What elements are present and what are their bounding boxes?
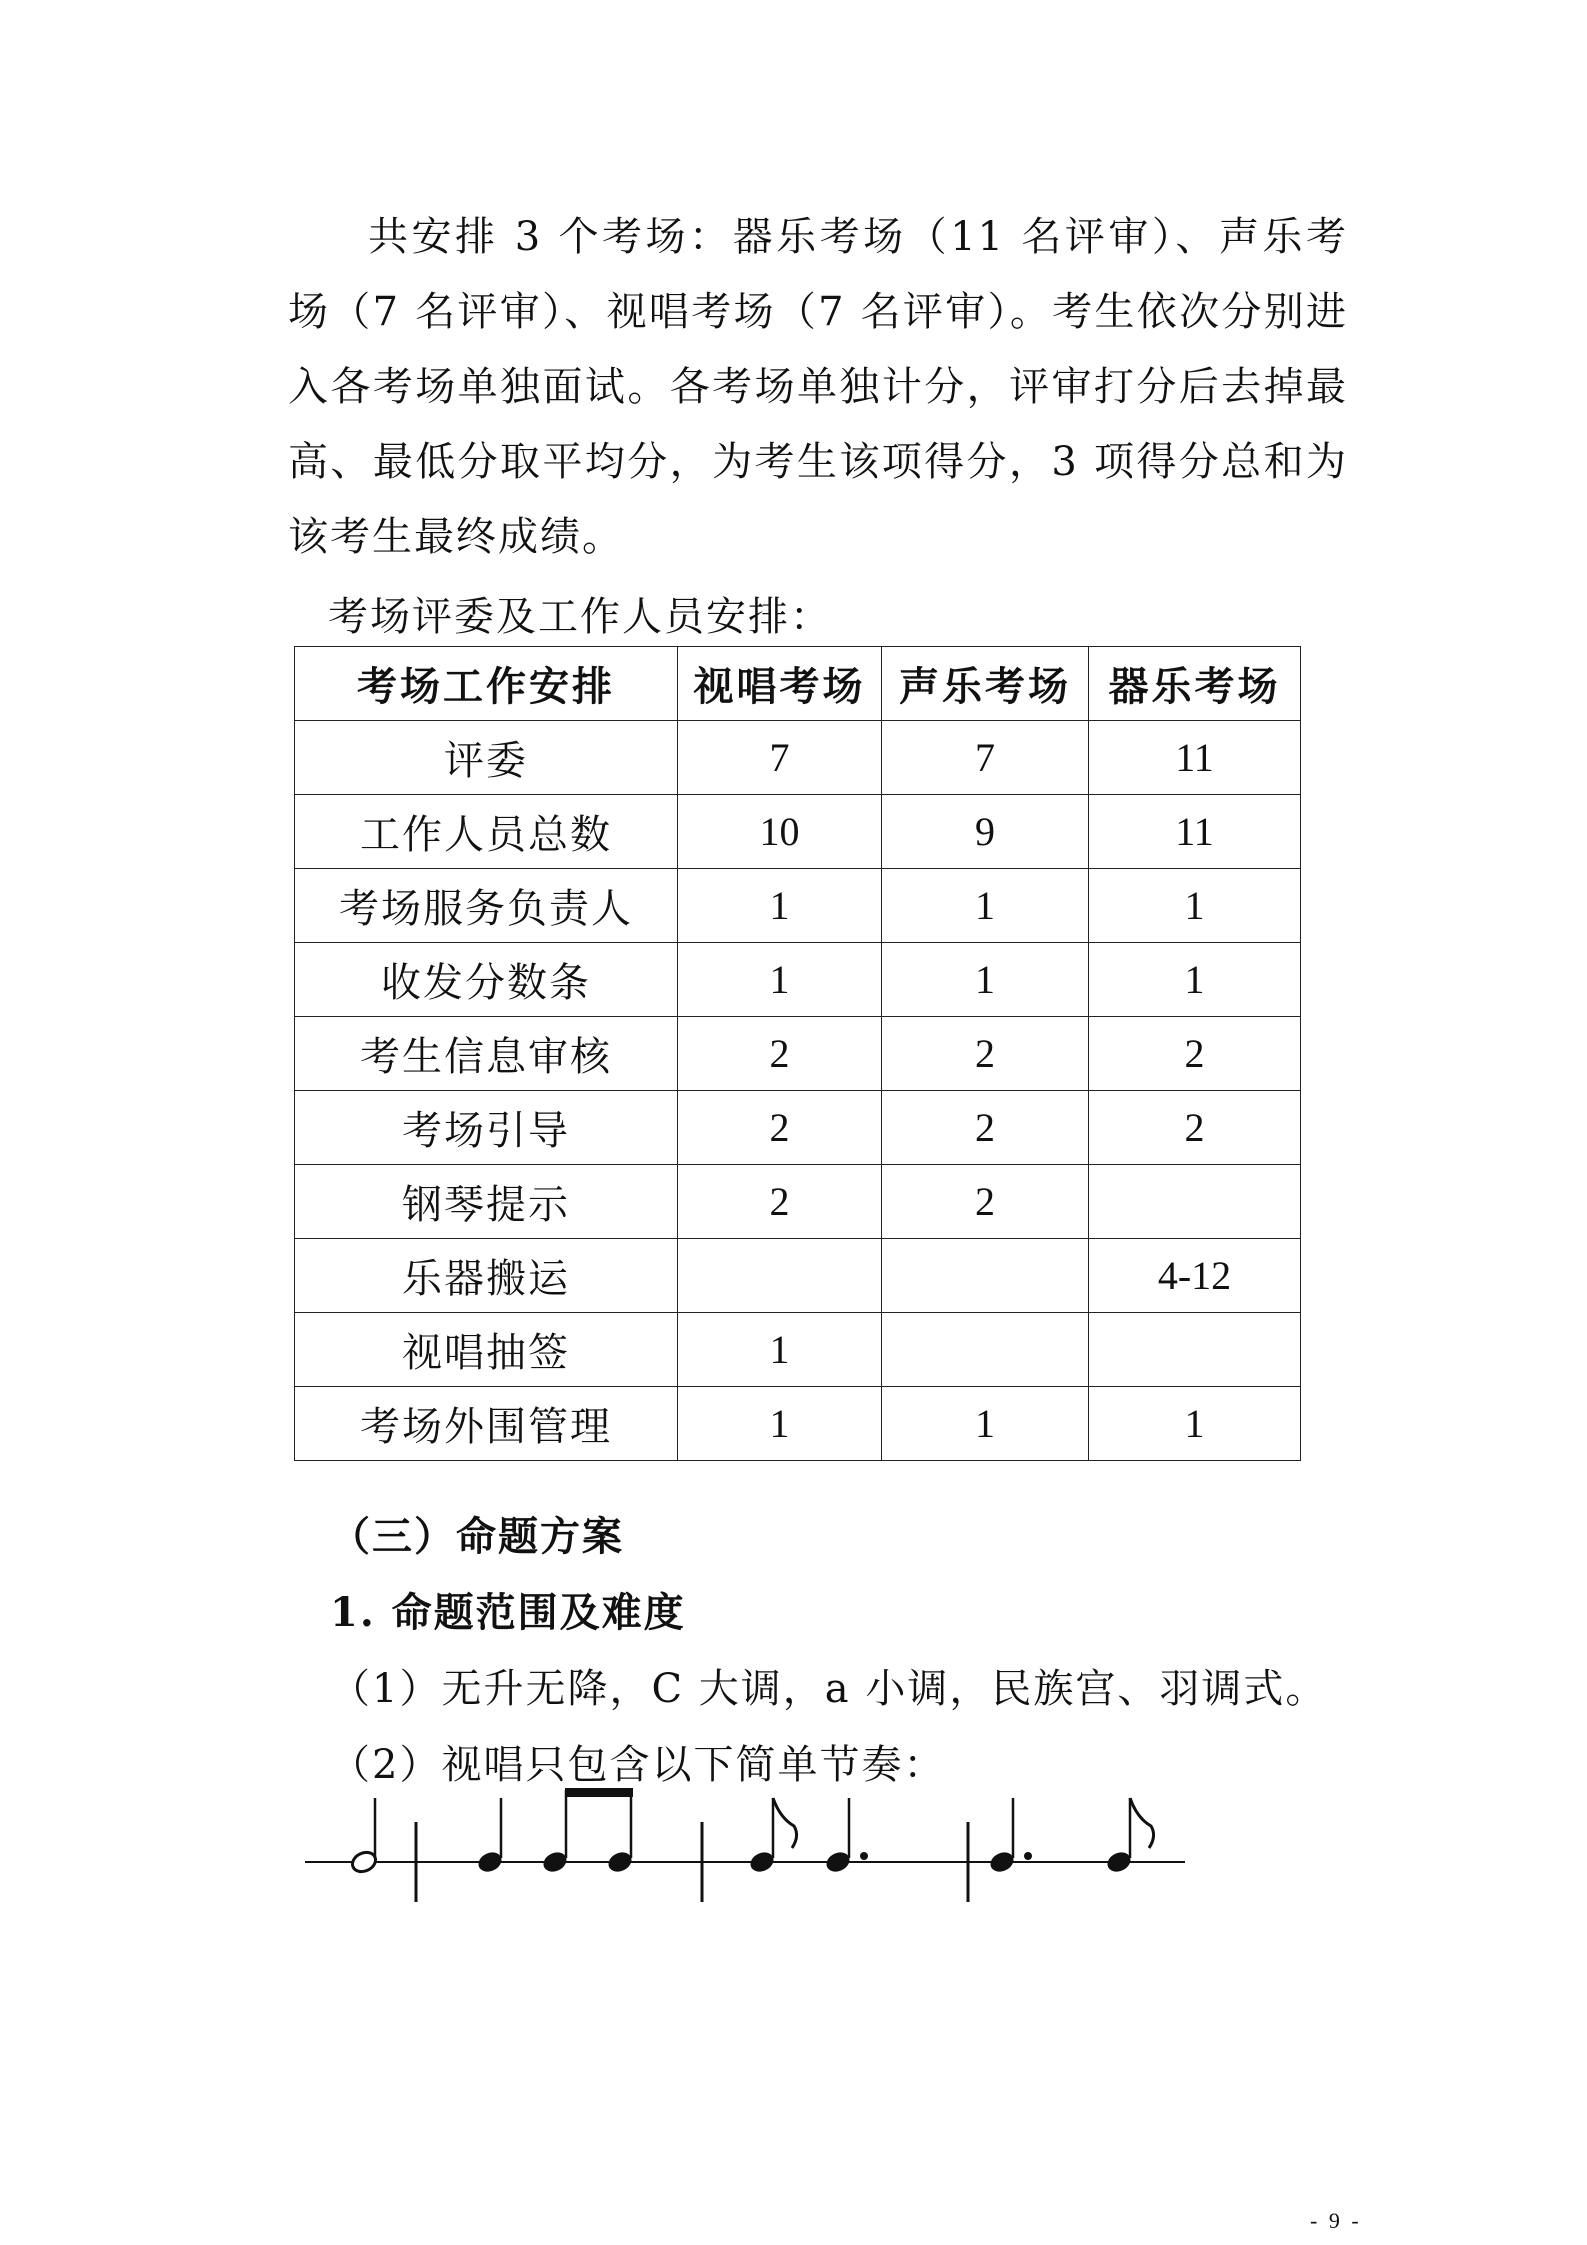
table-cell: 2 xyxy=(882,1165,1089,1239)
quarter-note xyxy=(475,1798,504,1875)
table-cell: 2 xyxy=(1089,1091,1301,1165)
row-label: 乐器搬运 xyxy=(295,1239,678,1313)
table-cell: 10 xyxy=(678,795,882,869)
table-cell: 2 xyxy=(1089,1017,1301,1091)
table-cell: 2 xyxy=(678,1017,882,1091)
table-row xyxy=(295,1165,1301,1239)
table-cell: 1 xyxy=(882,869,1089,943)
table-row xyxy=(295,1091,1301,1165)
dotted-quarter-note xyxy=(823,1798,868,1875)
table-cell: 11 xyxy=(1089,721,1301,795)
sub-heading: 1. 命题范围及难度 xyxy=(330,1589,686,1636)
table-body xyxy=(295,647,1301,1461)
table-cell xyxy=(882,1313,1089,1387)
dotted-quarter-note xyxy=(987,1798,1032,1875)
column-header: 视唱考场 xyxy=(678,647,882,721)
row-label: 视唱抽签 xyxy=(295,1313,678,1387)
table-cell: 7 xyxy=(882,721,1089,795)
table-cell: 2 xyxy=(882,1017,1089,1091)
table-cell: 4-12 xyxy=(1089,1239,1301,1313)
table-row xyxy=(295,1387,1301,1461)
page-number: - 9 - xyxy=(1310,2208,1362,2233)
table-row xyxy=(295,869,1301,943)
table-cell xyxy=(1089,1165,1301,1239)
eighth-note xyxy=(1104,1798,1153,1875)
row-label: 收发分数条 xyxy=(295,943,678,1017)
table-cell: 2 xyxy=(678,1091,882,1165)
eighth-note xyxy=(747,1798,796,1875)
table-cell: 1 xyxy=(882,1387,1089,1461)
table-row xyxy=(295,795,1301,869)
table-row xyxy=(295,1017,1301,1091)
staff-arrangement-table xyxy=(294,646,1301,1461)
table-cell xyxy=(1089,1313,1301,1387)
table-cell: 1 xyxy=(1089,1387,1301,1461)
table-cell: 2 xyxy=(882,1091,1089,1165)
column-header: 器乐考场 xyxy=(1089,647,1301,721)
row-label: 考生信息审核 xyxy=(295,1017,678,1091)
column-header: 考场工作安排 xyxy=(295,647,678,721)
table-caption: 考场评委及工作人员安排： xyxy=(328,594,832,640)
row-label: 钢琴提示 xyxy=(295,1165,678,1239)
table-row xyxy=(295,1313,1301,1387)
rhythm-notation xyxy=(300,1780,1200,1920)
table-cell: 1 xyxy=(678,1387,882,1461)
intro-paragraph: 共安排 3 个考场：器乐考场（11 名评审）、声乐考场（7 名评审）、视唱考场（7 名评审）。考生依次分别进入各考场单独面试。各考场单独计分，评审打分后去掉最高、最低分取平均分，为考生该项得分，3 项得分总和为该考生最终成绩。 xyxy=(288,214,1348,560)
table-cell: 7 xyxy=(678,721,882,795)
row-label: 考场外围管理 xyxy=(295,1387,678,1461)
table-cell xyxy=(678,1239,882,1313)
item-1: （1）无升无降，C 大调，a 小调，民族宫、羽调式。 xyxy=(330,1666,1328,1712)
table-header-row xyxy=(295,647,1301,721)
row-label: 评委 xyxy=(295,721,678,795)
table-cell: 9 xyxy=(882,795,1089,869)
row-label: 考场服务负责人 xyxy=(295,869,678,943)
table-cell: 2 xyxy=(678,1165,882,1239)
section-heading: （三）命题方案 xyxy=(330,1513,624,1560)
table-row xyxy=(295,721,1301,795)
table-cell xyxy=(882,1239,1089,1313)
table-cell: 11 xyxy=(1089,795,1301,869)
row-label: 考场引导 xyxy=(295,1091,678,1165)
table-cell: 1 xyxy=(882,943,1089,1017)
table-row xyxy=(295,1239,1301,1313)
half-note xyxy=(349,1798,378,1875)
column-header: 声乐考场 xyxy=(882,647,1089,721)
table-cell: 1 xyxy=(678,869,882,943)
table-cell: 1 xyxy=(678,1313,882,1387)
table-cell: 1 xyxy=(1089,869,1301,943)
table-cell: 1 xyxy=(1089,943,1301,1017)
table-cell: 1 xyxy=(678,943,882,1017)
item-2: （2）视唱只包含以下简单节奏： xyxy=(330,1742,946,1788)
table-row xyxy=(295,943,1301,1017)
row-label: 工作人员总数 xyxy=(295,795,678,869)
